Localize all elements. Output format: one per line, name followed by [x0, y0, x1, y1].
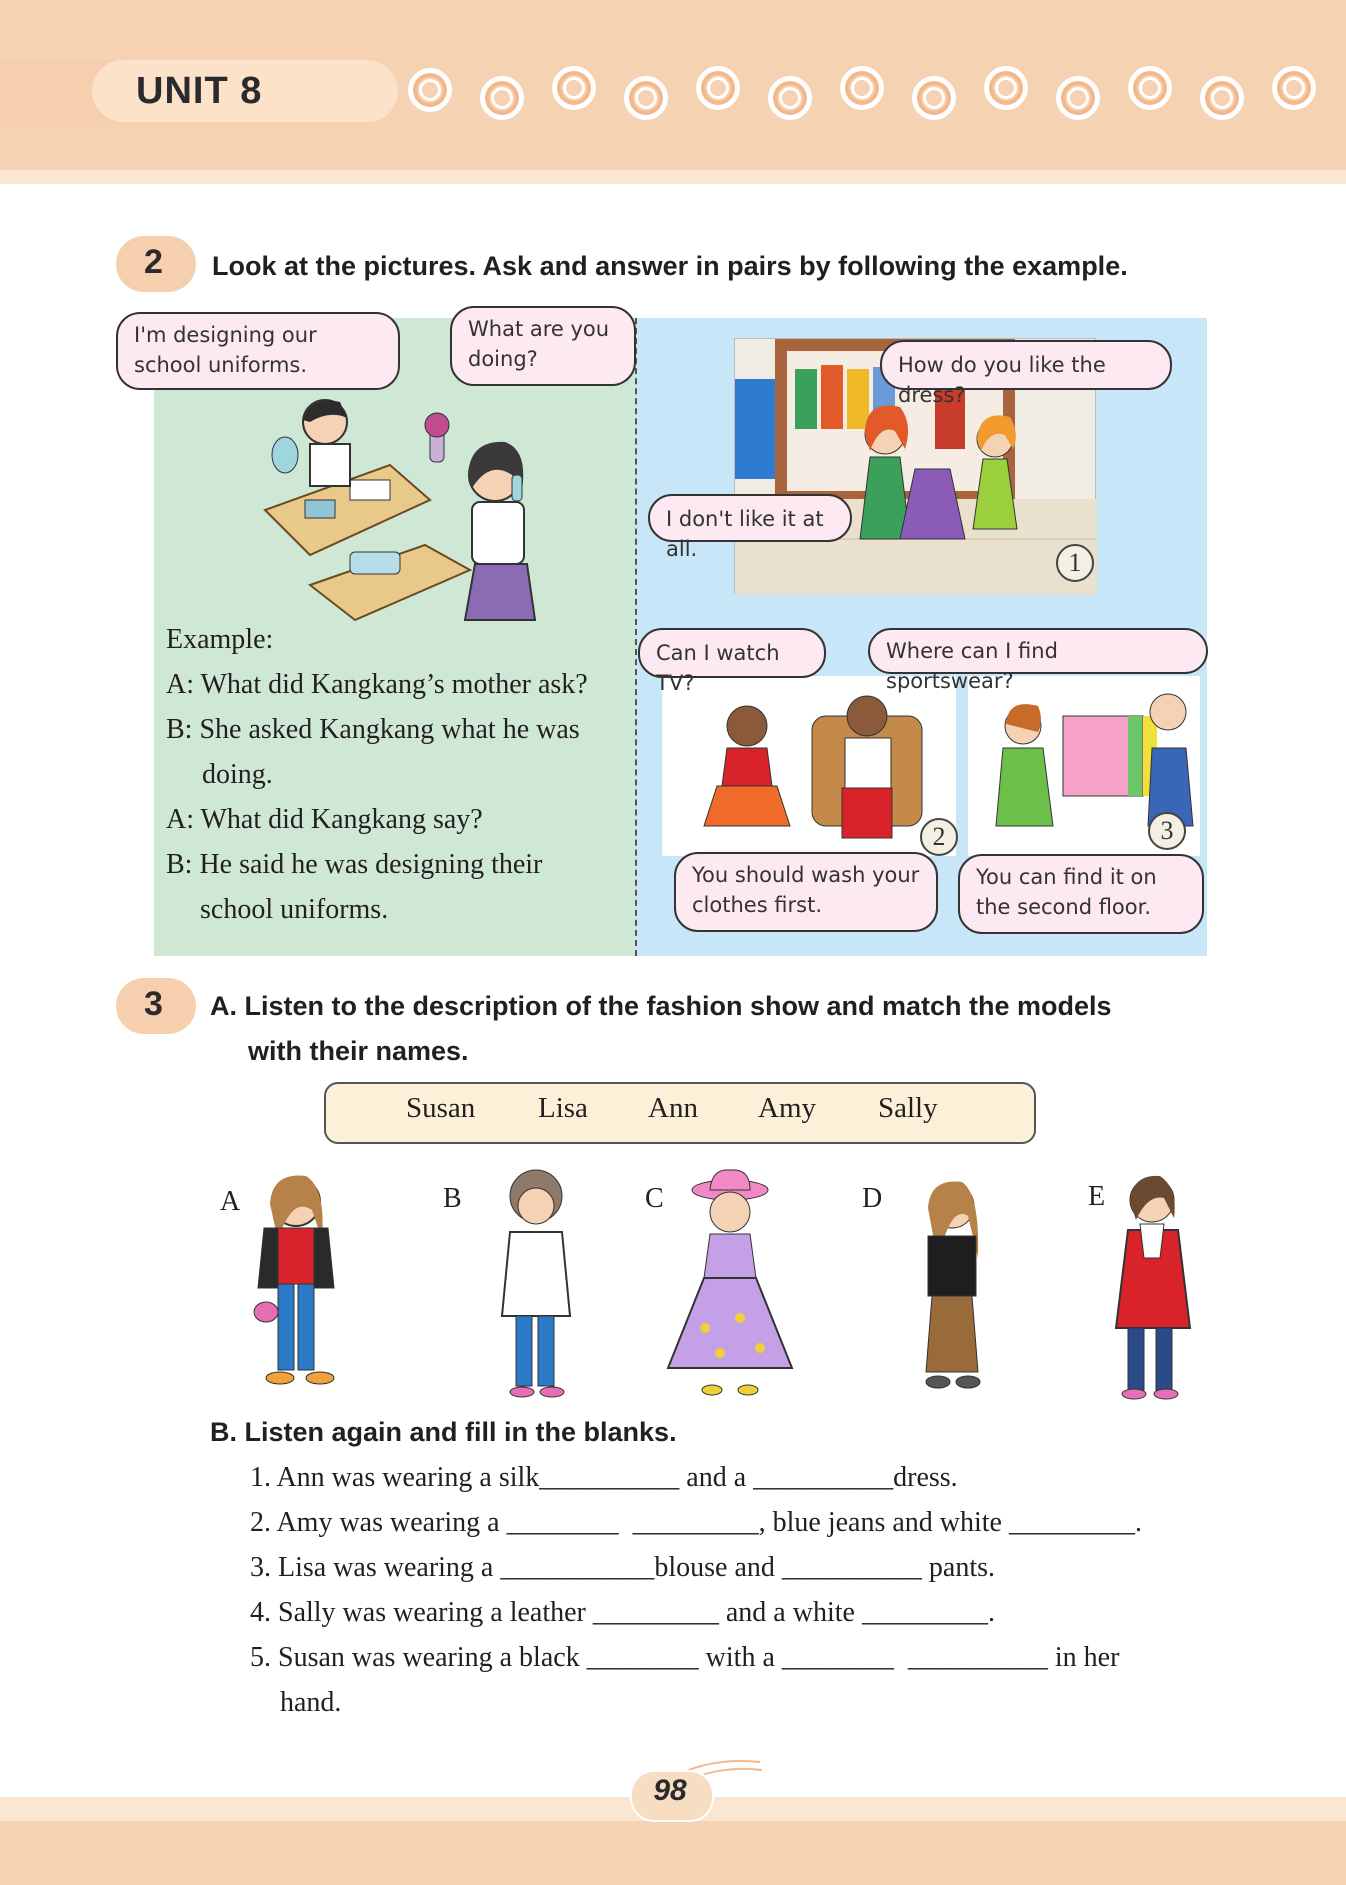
example-heading: Example: — [166, 624, 274, 655]
name-option: Ann — [648, 1092, 698, 1124]
part-b-title: B. Listen again and fill in the blanks. — [210, 1417, 677, 1447]
unit-title: UNIT 8 — [136, 70, 263, 112]
example-line: A: What did Kangkang’s mother ask? — [166, 669, 588, 700]
ring-icon — [624, 76, 668, 120]
fill-blank-line: 4. Sally was wearing a leather _________ and a white _________. — [250, 1597, 995, 1628]
part-a-instruction: A. Listen to the description of the fashion show and match the models — [210, 991, 1112, 1021]
example-line: B: He said he was designing their — [166, 849, 543, 880]
model-e-illustration — [1094, 1168, 1204, 1408]
picture-number-3: 3 — [1148, 812, 1186, 850]
ring-icon — [840, 66, 884, 110]
model-c-illustration — [660, 1168, 800, 1402]
model-letter-a: A — [220, 1186, 241, 1217]
part-a-instruction-cont: with their names. — [248, 1036, 469, 1066]
picture-number-2: 2 — [920, 818, 958, 856]
speech-bubble-mother: What are you doing? — [450, 306, 636, 386]
ring-icon — [1200, 76, 1244, 120]
model-a-illustration — [236, 1170, 356, 1400]
example-line: school uniforms. — [200, 894, 389, 925]
speech-bubble-sportswear-answer: You can find it on the second floor. — [958, 854, 1204, 934]
ring-icon — [768, 76, 812, 120]
footer-band — [0, 1821, 1346, 1885]
ring-icon — [1272, 66, 1316, 110]
section-number: 2 — [144, 243, 163, 281]
model-letter-c: C — [645, 1183, 664, 1214]
fill-blank-line: hand. — [280, 1687, 342, 1718]
example-line: B: She asked Kangkang what he was — [166, 714, 580, 745]
picture-tv — [662, 676, 956, 856]
name-option: Susan — [406, 1092, 476, 1124]
page-number: 98 — [653, 1774, 687, 1807]
model-letter-e: E — [1088, 1181, 1106, 1212]
model-b-illustration — [482, 1166, 592, 1402]
section-number: 3 — [144, 985, 163, 1023]
name-option: Sally — [878, 1092, 938, 1124]
header-stripe — [0, 170, 1346, 184]
ring-icon — [1128, 66, 1172, 110]
speech-bubble-tv-answer: You should wash your clothes first. — [674, 852, 938, 932]
speech-bubble-sportswear-question: Where can I find sportswear? — [868, 628, 1208, 674]
phone-call-illustration — [250, 380, 580, 630]
ring-icon — [696, 66, 740, 110]
example-line: A: What did Kangkang say? — [166, 804, 483, 835]
fill-blank-line: 3. Lisa was wearing a ___________blouse and __________ pants. — [250, 1552, 995, 1583]
speech-bubble-dress-question: How do you like the dress? — [880, 340, 1172, 390]
name-option: Lisa — [538, 1092, 588, 1124]
ring-icon — [552, 66, 596, 110]
section2-instruction: Look at the pictures. Ask and answer in pairs by following the example. — [212, 251, 1128, 281]
speech-bubble-tv-question: Can I watch TV? — [638, 628, 826, 678]
example-line: doing. — [202, 759, 273, 790]
ring-icon — [1056, 76, 1100, 120]
picture-number-1: 1 — [1056, 544, 1094, 582]
ring-icon — [984, 66, 1028, 110]
model-letter-d: D — [862, 1183, 883, 1214]
ring-icon — [480, 76, 524, 120]
ring-icon — [408, 68, 452, 112]
speech-bubble-dress-answer: I don't like it at all. — [648, 494, 852, 542]
fill-blank-line: 5. Susan was wearing a black ________ with a ________ __________ in her — [250, 1642, 1120, 1673]
model-d-illustration — [896, 1172, 1006, 1402]
name-option: Amy — [758, 1092, 816, 1124]
model-letter-b: B — [443, 1183, 462, 1214]
tv-illustration — [662, 676, 956, 856]
ring-icon — [912, 76, 956, 120]
panel-divider — [635, 318, 637, 956]
speech-bubble-boy: I'm designing our school uniforms. — [116, 312, 400, 390]
fill-blank-line: 1. Ann was wearing a silk__________ and a __________dress. — [250, 1462, 958, 1493]
fill-blank-line: 2. Amy was wearing a ________ _________, blue jeans and white _________. — [250, 1507, 1142, 1538]
